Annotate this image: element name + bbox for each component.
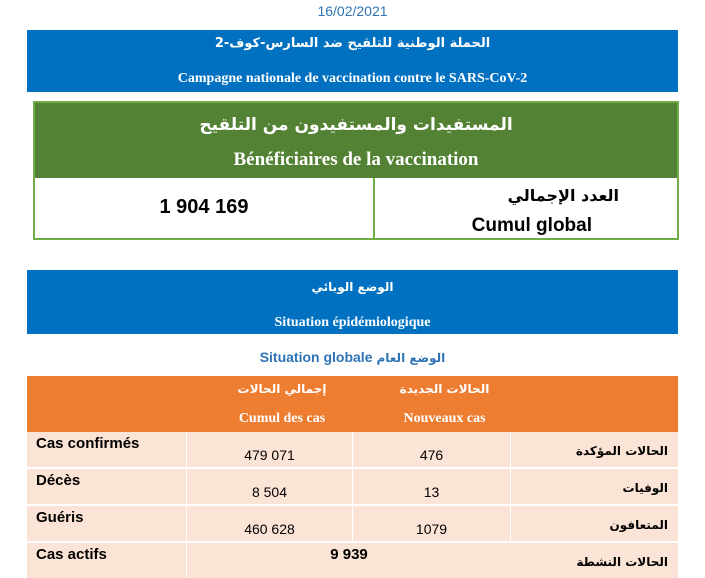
row-new-value: 476	[419, 447, 444, 463]
col-cumul-fr: Cumul des cas	[238, 411, 326, 426]
row-label-ar: الحالات النشطة	[576, 555, 668, 569]
row-label-ar: الحالات المؤكدة	[575, 444, 668, 458]
beneficiaries-total-value: 1 904 169	[159, 196, 249, 218]
col-header-new	[372, 376, 517, 432]
beneficiaries-table	[33, 101, 679, 240]
col-header-cumul	[187, 376, 377, 432]
beneficiaries-label-cell	[375, 178, 677, 238]
row-label-ar: المتعافون	[609, 518, 668, 532]
beneficiaries-title-ar: المستفيدات والمستفيدون من التلقيح	[199, 115, 513, 135]
col-cumul-ar: إجمالي الحالات	[237, 382, 327, 396]
row-label-fr: Cas confirmés	[36, 435, 140, 452]
row-label-fr: Guéris	[36, 509, 84, 526]
table-row	[27, 432, 678, 467]
report-date: 16/02/2021	[317, 3, 388, 19]
row-cumul-value: 479 071	[244, 447, 295, 463]
row-merged-value: 9 939	[330, 546, 368, 563]
total-label-fr: Cumul global	[471, 215, 592, 236]
beneficiaries-value-cell	[35, 178, 375, 238]
campaign-banner	[27, 30, 678, 92]
situation-table	[27, 376, 678, 569]
epidemio-title-fr: Situation épidémiologique	[274, 315, 431, 330]
campaign-title-ar: الحملة الوطنية للتلقيح ضد السارس-كوف-2	[214, 36, 491, 51]
table-row	[27, 469, 678, 504]
beneficiaries-header	[35, 103, 677, 178]
global-situation-heading	[0, 349, 705, 365]
row-label-fr: Cas actifs	[36, 546, 107, 563]
global-situation-fr: Situation globale	[259, 349, 373, 365]
row-label-fr: Décès	[36, 472, 81, 489]
row-new-value: 13	[423, 484, 440, 500]
situation-table-header	[27, 376, 678, 432]
row-cumul-value: 8 504	[251, 484, 288, 500]
total-label-ar: العدد الإجمالي	[507, 186, 619, 205]
row-label-ar: الوفيات	[622, 481, 668, 495]
campaign-title-fr: Campagne nationale de vaccination contre le SARS-CoV-2	[177, 71, 528, 86]
col-new-fr: Nouveaux cas	[403, 411, 486, 426]
col-new-ar: الحالات الجديدة	[399, 382, 490, 396]
epidemio-title-ar: الوضع الوبائي	[311, 280, 394, 294]
global-situation-ar: الوضع العام	[376, 351, 446, 365]
table-row	[27, 543, 678, 578]
row-cumul-value: 460 628	[244, 521, 295, 537]
beneficiaries-title-fr: Bénéficiaires de la vaccination	[233, 149, 479, 170]
epidemio-banner	[27, 270, 678, 334]
row-new-value: 1079	[415, 521, 448, 537]
table-row	[27, 506, 678, 541]
